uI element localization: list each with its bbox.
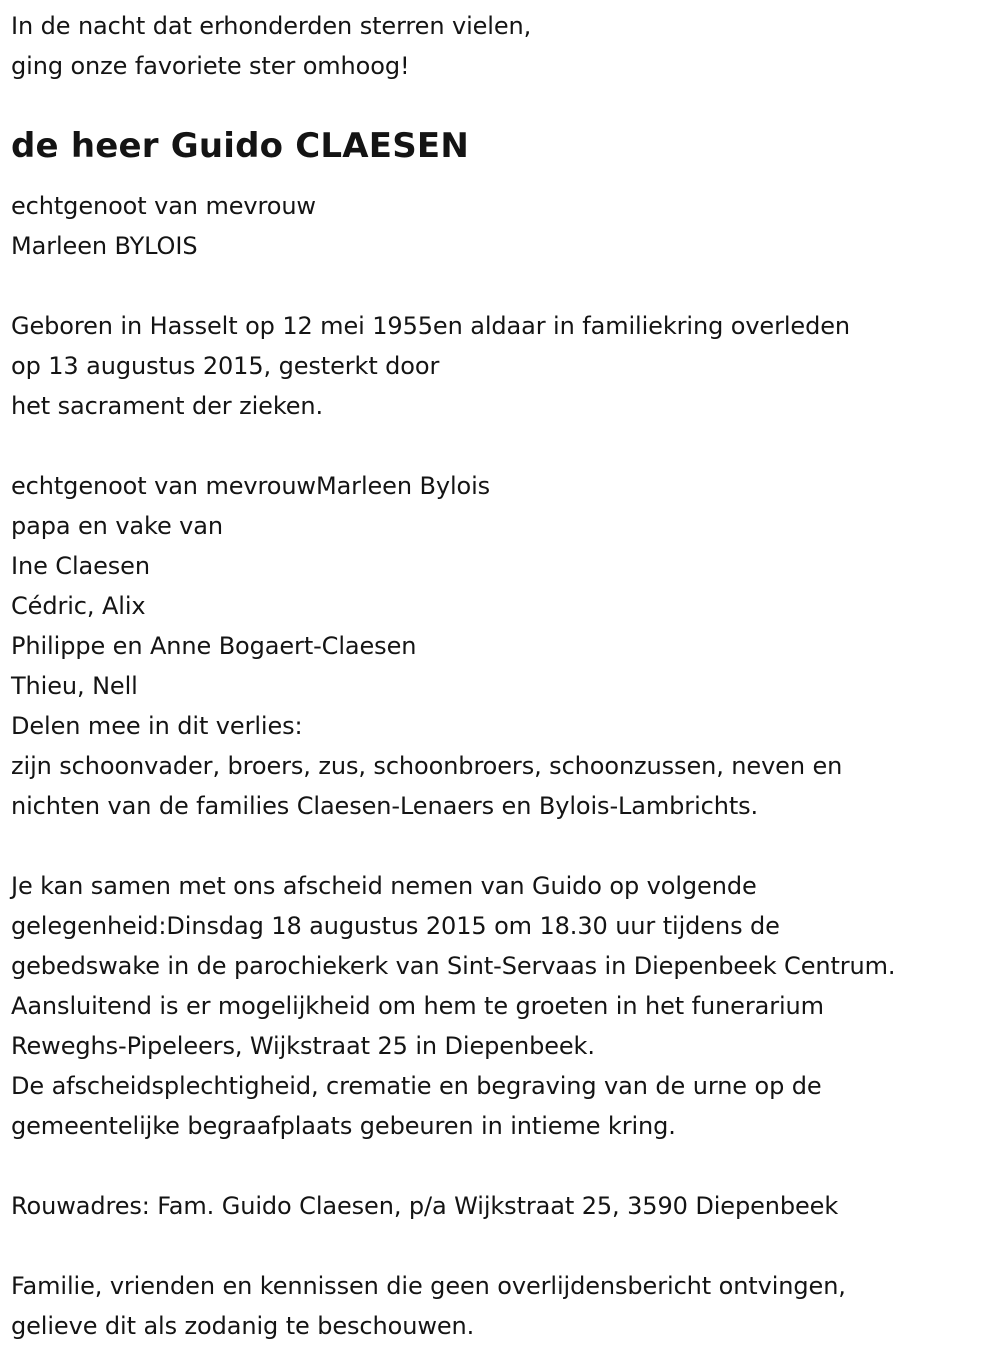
family-line: Thieu, Nell [11,672,138,700]
family-line: Cédric, Alix [11,592,146,620]
obituary-notice [11,6,996,1346]
birth-death-block [11,306,996,426]
spacer [11,1146,996,1186]
deceased-name-title: de heer Guido CLAESEN [11,126,469,166]
farewell-block [11,866,996,1146]
mourning-address: Rouwadres: Fam. Guido Claesen, p/a Wijkstraat 25, 3590 Diepenbeek [11,1192,839,1220]
farewell-line: Reweghs-Pipeleers, Wijkstraat 25 in Diepenbeek. [11,1032,595,1060]
family-line: echtgenoot van mevrouwMarleen Bylois [11,472,491,500]
farewell-line: Aansluitend is er mogelijkheid om hem te groeten in het funerarium [11,992,824,1020]
farewell-line: De afscheidsplechtigheid, crematie en begraving van de urne op de [11,1072,822,1100]
closing-block [11,1266,996,1346]
family-line: Ine Claesen [11,552,150,580]
farewell-line: Je kan samen met ons afscheid nemen van Guido op volgende [11,872,757,900]
family-line: nichten van de families Claesen-Lenaers en Bylois-Lambrichts. [11,792,759,820]
poem-line: ging onze favoriete ster omhoog! [11,52,410,80]
farewell-line: gemeentelijke begraafplaats gebeuren in intieme kring. [11,1112,676,1140]
birth-line: op 13 augustus 2015, gesterkt door [11,352,440,380]
spouse-line: Marleen BYLOIS [11,232,198,260]
family-line: papa en vake van [11,512,223,540]
family-block [11,466,996,826]
birth-line: Geboren in Hasselt op 12 mei 1955en aldaar in familiekring overleden [11,312,851,340]
family-line: zijn schoonvader, broers, zus, schoonbroers, schoonzussen, neven en [11,752,843,780]
spacer [11,826,996,866]
spacer [11,1226,996,1266]
spouse-block [11,186,996,266]
opening-poem [11,6,996,86]
spouse-line: echtgenoot van mevrouw [11,192,316,220]
farewell-line: gebedswake in de parochiekerk van Sint-Servaas in Diepenbeek Centrum. [11,952,896,980]
closing-line: gelieve dit als zodanig te beschouwen. [11,1312,475,1340]
family-line: Philippe en Anne Bogaert-Claesen [11,632,417,660]
poem-line: In de nacht dat erhonderden sterren vielen, [11,12,532,40]
spacer [11,266,996,306]
birth-line: het sacrament der zieken. [11,392,324,420]
farewell-line: gelegenheid:Dinsdag 18 augustus 2015 om 18.30 uur tijdens de [11,912,780,940]
spacer [11,426,996,466]
family-line: Delen mee in dit verlies: [11,712,303,740]
closing-line: Familie, vrienden en kennissen die geen overlijdensbericht ontvingen, [11,1272,846,1300]
